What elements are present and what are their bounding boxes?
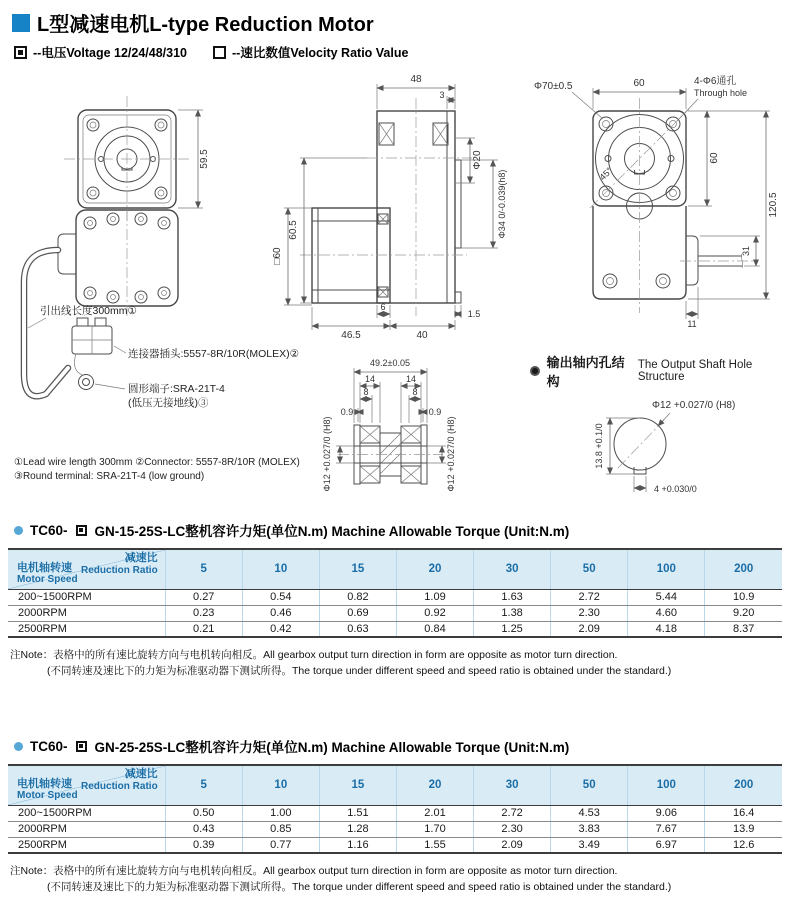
dim-13-8: 13.8 +0.1/0 <box>594 423 604 469</box>
table-2-title <box>0 736 790 756</box>
dim-120-5: 120.5 <box>768 192 779 218</box>
table-row <box>8 605 782 621</box>
speed-cell: 2500RPM <box>18 622 67 635</box>
dim-phi12-left: Φ12 +0.027/0 (H8) <box>322 416 332 492</box>
torque-cell: 3.83 <box>551 821 628 837</box>
speed-cell: 2000RPM <box>8 821 165 837</box>
table-1-note <box>10 647 790 679</box>
dim-60-top: 60 <box>633 78 645 89</box>
torque-cell: 16.4 <box>705 805 782 821</box>
torque-cell: 1.70 <box>396 821 473 837</box>
torque-cell: 0.39 <box>165 837 242 853</box>
corner-ratio-en: Reduction Ratio <box>81 780 158 792</box>
legend-row <box>12 43 408 61</box>
legend-voltage: --电压Voltage 12/24/48/310 <box>33 46 188 60</box>
drawing-footnotes <box>14 456 300 484</box>
torque-cell: 2.09 <box>551 621 628 637</box>
torque-cell: 1.55 <box>396 837 473 853</box>
connector-plug <box>72 318 112 375</box>
side-body <box>300 98 472 316</box>
torque-cell: 3.49 <box>551 837 628 853</box>
speed-cell: 2000RPM <box>8 605 165 621</box>
page-title: L型减速电机L-type Reduction Motor <box>37 14 374 36</box>
dim-14-right: 14 <box>405 374 417 384</box>
corner-speed-en: Motor Speed <box>17 790 78 801</box>
ratio-header: 10 <box>242 765 319 805</box>
torque-cell: 9.20 <box>705 605 782 621</box>
torque-cell: 2.30 <box>474 821 551 837</box>
note-line-1: 注Note：表格中的所有速比旋转方向与电机转向相反。All gearbox output turn direction in form are opposite as motor turn direction. <box>10 865 618 877</box>
torque-cell: 0.92 <box>396 605 473 621</box>
dim-sq60: □60 <box>272 247 283 265</box>
torque-cell: 5.44 <box>628 589 705 605</box>
table-bullet-icon <box>14 526 23 535</box>
table-row <box>8 821 782 837</box>
corner-header-cell <box>8 765 165 805</box>
motor-face <box>64 96 190 222</box>
table-1-title <box>0 520 790 540</box>
side-view-drawing <box>272 68 522 340</box>
torque-cell: 7.67 <box>628 821 705 837</box>
shaft-hole-shape <box>614 418 666 474</box>
corner-ratio-en: Reduction Ratio <box>81 564 158 576</box>
torque-cell: 0.46 <box>242 605 319 621</box>
shaft-hole-block <box>530 352 790 505</box>
terminal-label-1: 圆形端子:SRA-21T-4 <box>128 383 225 395</box>
torque-table-2 <box>8 764 782 854</box>
voltage-symbol-icon <box>14 46 27 59</box>
torque-cell: 2.72 <box>474 805 551 821</box>
coupling-section-drawing <box>322 342 524 502</box>
dim-phi12-hole: Φ12 +0.027/0 (H8) <box>652 400 736 411</box>
ratio-header: 20 <box>396 549 473 589</box>
torque-cell: 0.27 <box>165 589 242 605</box>
dim-phi34: Φ34 0/-0.039(h8) <box>497 169 507 239</box>
torque-cell: 1.38 <box>474 605 551 621</box>
ratio-header: 30 <box>474 549 551 589</box>
footnote-line-1: ①Lead wire length 300mm ②Connector: 5557-8R/10R (MOLEX) <box>14 457 300 468</box>
table-2-model-prefix: TC60- <box>30 738 68 754</box>
ratio-header: 50 <box>551 765 628 805</box>
dim-0-9-right: 0.9 <box>428 407 442 417</box>
lead-wire-label: 引出线长度300mm① <box>40 305 137 317</box>
torque-cell: 1.25 <box>474 621 551 637</box>
torque-table-section-2 <box>0 736 790 895</box>
table-2-note <box>10 863 790 895</box>
torque-cell: 0.77 <box>242 837 319 853</box>
ratio-header: 200 <box>705 549 782 589</box>
corner-ratio-zh: 减速比 <box>124 768 158 780</box>
torque-cell: 2.09 <box>474 837 551 853</box>
ratio-header: 10 <box>242 549 319 589</box>
torque-cell: 0.63 <box>319 621 396 637</box>
technical-drawings <box>0 60 790 510</box>
legend-ratio: --速比数值Velocity Ratio Value <box>232 46 409 60</box>
dim-48: 48 <box>410 74 422 85</box>
table-bullet-icon <box>14 742 23 751</box>
rear-body <box>590 98 754 313</box>
dim-phi70: Φ70±0.5 <box>534 81 573 92</box>
torque-cell: 0.84 <box>396 621 473 637</box>
page-header <box>12 8 408 61</box>
torque-cell: 0.23 <box>165 605 242 621</box>
table-2-model-suffix: GN-25-25S-LC整机容许力矩(单位N.m) Machine Allowable Torque (Unit:N.m) <box>94 740 570 755</box>
torque-cell: 0.50 <box>165 805 242 821</box>
table-1-model-suffix: GN-15-25S-LC整机容许力矩(单位N.m) Machine Allowable Torque (Unit:N.m) <box>94 524 570 539</box>
dim-1-5: 1.5 <box>467 309 481 319</box>
dim-31: 31 <box>741 245 751 257</box>
dim-49-2: 49.2±0.05 <box>370 358 410 368</box>
note-line-2: (不同转速及速比下的力矩为标准驱动器下测试所得。The torque under different speed and speed ratio is obtained under the standard.) <box>47 665 672 677</box>
ratio-symbol-icon <box>213 46 226 59</box>
shaft-hole-title-en: The Output Shaft Hole Structure <box>637 359 753 383</box>
torque-cell: 0.43 <box>165 821 242 837</box>
torque-cell: 10.9 <box>705 589 782 605</box>
dim-0-9-left: 0.9 <box>340 407 354 417</box>
torque-cell: 4.60 <box>628 605 705 621</box>
voltage-placeholder-icon <box>76 525 87 536</box>
torque-cell: 1.28 <box>319 821 396 837</box>
torque-cell: 0.85 <box>242 821 319 837</box>
table-row <box>8 621 782 637</box>
torque-cell: 12.6 <box>705 837 782 853</box>
ratio-header: 50 <box>551 549 628 589</box>
torque-cell: 8.37 <box>705 621 782 637</box>
shaft-hole-title-zh: 输出轴内孔结构 <box>546 355 625 389</box>
dim-phi12-right: Φ12 +0.027/0 (H8) <box>446 416 456 492</box>
title-square-icon <box>12 14 30 32</box>
ratio-header: 30 <box>474 765 551 805</box>
shaft-hole-dimensions <box>594 400 735 494</box>
speed-cell: 2500RPM <box>18 838 67 851</box>
gearbox-body <box>58 210 178 316</box>
ratio-header: 15 <box>319 765 396 805</box>
torque-cell: 2.01 <box>396 805 473 821</box>
corner-speed-en: Motor Speed <box>17 574 78 585</box>
front-labels <box>28 304 300 409</box>
dim-45deg: 45° <box>597 165 615 183</box>
corner-header-cell <box>8 549 165 589</box>
torque-cell: 2.30 <box>551 605 628 621</box>
table-row <box>8 837 782 853</box>
dim-60-right: 60 <box>709 152 720 164</box>
table-row <box>8 589 782 605</box>
torque-cell: 6.97 <box>628 837 705 853</box>
torque-cell: 4.53 <box>551 805 628 821</box>
dim-8-right: 8 <box>412 387 418 397</box>
ratio-header: 15 <box>319 549 396 589</box>
torque-table-section-1 <box>0 520 790 679</box>
torque-cell: 0.82 <box>319 589 396 605</box>
dim-phi20: Φ20 <box>472 150 483 170</box>
voltage-placeholder-icon <box>76 741 87 752</box>
dim-40: 40 <box>416 330 428 341</box>
through-hole-label-en: Through hole <box>694 88 748 98</box>
table-row <box>8 805 782 821</box>
dim-60-5: 60.5 <box>288 220 299 240</box>
ratio-header: 5 <box>165 765 242 805</box>
shaft-hole-drawing <box>530 392 788 500</box>
torque-cell: 1.51 <box>319 805 396 821</box>
torque-cell: 1.09 <box>396 589 473 605</box>
dim-14-left: 14 <box>364 374 376 384</box>
dim-46-5: 46.5 <box>341 330 361 341</box>
table-1-model-prefix: TC60- <box>30 522 68 538</box>
speed-cell: 200~1500RPM <box>8 805 165 821</box>
section-bullet-icon <box>530 366 540 376</box>
torque-cell: 1.16 <box>319 837 396 853</box>
rear-view-drawing <box>530 68 788 358</box>
dim-6: 6 <box>380 302 386 312</box>
note-line-1: 注Note：表格中的所有速比旋转方向与电机转向相反。All gearbox output turn direction in form are opposite as motor turn direction. <box>10 649 618 661</box>
coupling-dimensions <box>322 358 456 491</box>
connector-label: 连接器插头:5557-8R/10R(MOLEX)② <box>128 348 300 360</box>
torque-cell: 0.54 <box>242 589 319 605</box>
corner-speed-zh: 电机轴转速 <box>17 777 72 790</box>
torque-cell: 0.21 <box>165 621 242 637</box>
torque-cell: 9.06 <box>628 805 705 821</box>
torque-cell: 0.42 <box>242 621 319 637</box>
torque-cell: 1.63 <box>474 589 551 605</box>
dim-11: 11 <box>687 319 697 329</box>
footnote-line-2: ③Round terminal: SRA-21T-4 (low ground) <box>14 471 205 482</box>
dim-3: 3 <box>439 90 445 100</box>
corner-speed-zh: 电机轴转速 <box>17 561 72 574</box>
ratio-header: 100 <box>628 549 705 589</box>
terminal-label-2: (低压无接地线)③ <box>128 397 209 409</box>
torque-cell: 0.69 <box>319 605 396 621</box>
ring-terminal <box>79 375 94 390</box>
torque-cell: 4.18 <box>628 621 705 637</box>
ratio-header: 100 <box>628 765 705 805</box>
note-line-2: (不同转速及速比下的力矩为标准驱动器下测试所得。The torque under different speed and speed ratio is obtained under the standard.) <box>47 881 672 893</box>
lead-cable <box>24 250 68 396</box>
speed-cell: 200~1500RPM <box>8 589 165 605</box>
torque-cell: 1.00 <box>242 805 319 821</box>
ratio-header: 5 <box>165 549 242 589</box>
dim-4: 4 +0.030/0 <box>654 484 697 494</box>
coupling-body <box>338 425 443 484</box>
torque-cell: 2.72 <box>551 589 628 605</box>
torque-table-1 <box>8 548 782 638</box>
dim-59-5: 59.5 <box>199 149 210 169</box>
rear-dimensions <box>534 74 779 329</box>
through-hole-label-zh: 4-Φ6通孔 <box>694 76 737 87</box>
ratio-header: 20 <box>396 765 473 805</box>
ratio-header: 200 <box>705 765 782 805</box>
corner-ratio-zh: 减速比 <box>124 552 158 564</box>
torque-cell: 13.9 <box>705 821 782 837</box>
dim-8-left: 8 <box>363 387 369 397</box>
